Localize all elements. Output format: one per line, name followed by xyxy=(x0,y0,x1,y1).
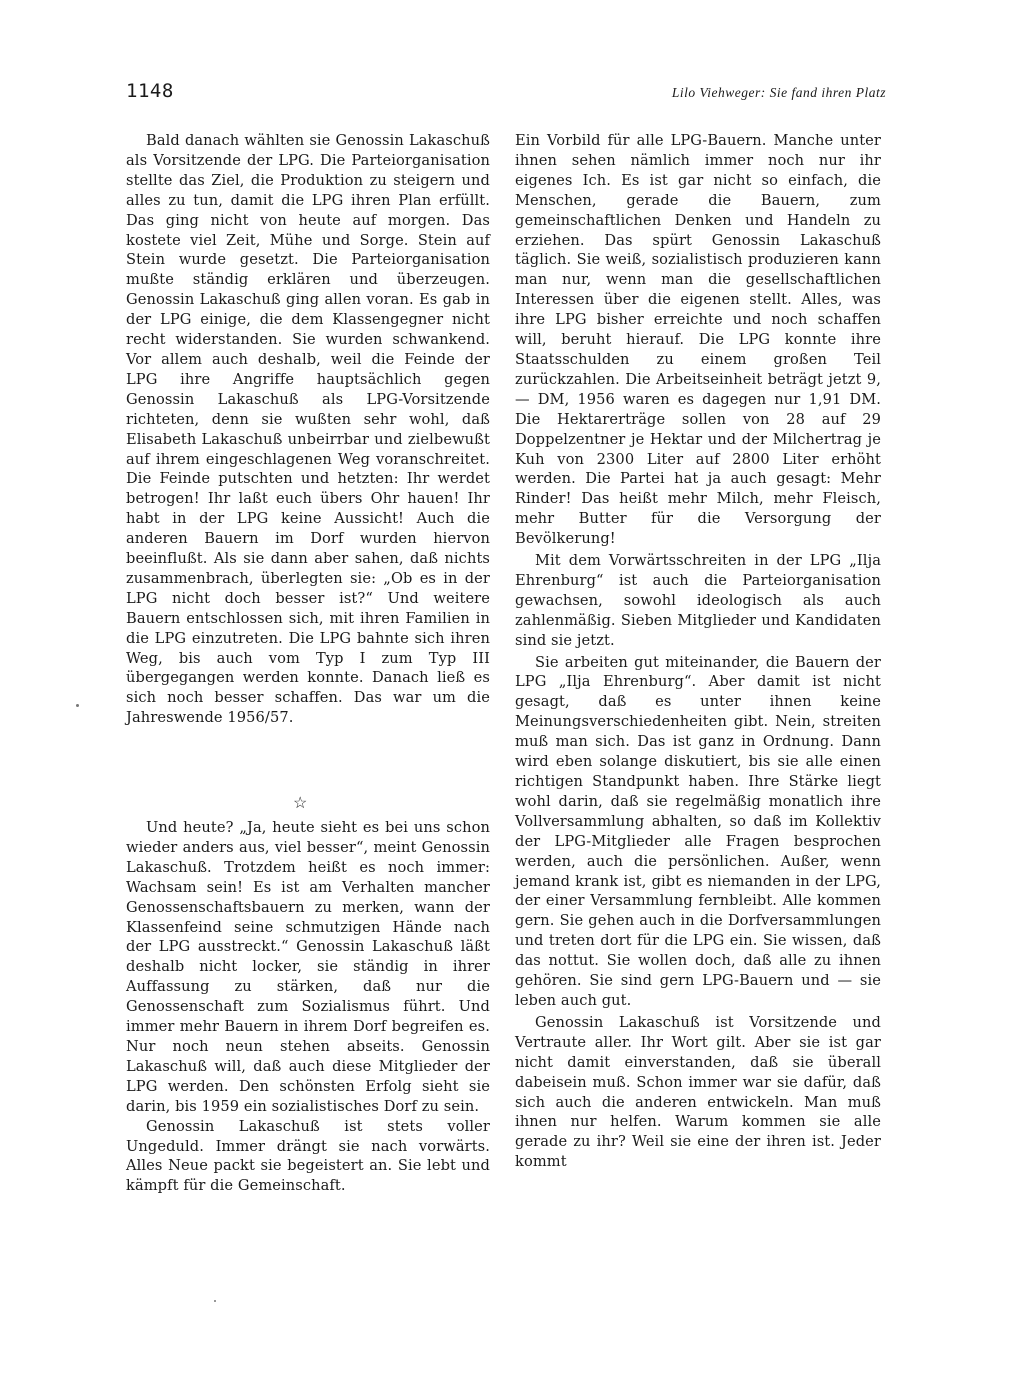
running-head: Lilo Viehweger: Sie fand ihren Platz xyxy=(671,85,886,100)
right-column xyxy=(515,131,881,1172)
left-paragraph-2: Und heute? „Ja, heute sieht es bei uns schon wieder anders aus, viel besser“, meint Genossin Lakaschuß. Trotzdem heißt es noch immer: Wachsam sein! Es ist am Verhalten mancher Genossenschaftsbauern zu merken, wann der Klassenfeind seine schmutzigen Hände nach der LPG ausstreckt.“ Genossin Lakaschuß läßt deshalb nicht locker, sie ständig in ihrer Auffassung zu stärken, daß nur die Genossenschaft zum Sozialismus führt. Und immer mehr Bauern in ihrem Dorf begreifen es. Nur noch neun stehen abseits. Genossin Lakaschuß will, daß auch diese Mitglieder der LPG werden. Den schönsten Erfolg sieht sie darin, bis 1959 ein sozialistisches Dorf zu sein. xyxy=(126,819,490,1115)
left-paragraph-3: Genossin Lakaschuß ist stets voller Ungeduld. Immer drängt sie nach vorwärts. Alles Neue packt sie begeistert an. Sie lebt und kämpft für die Gemeinschaft. xyxy=(126,1117,490,1195)
print-speck xyxy=(214,1300,216,1302)
right-paragraph-4: Genossin Lakaschuß ist Vorsitzende und Vertraute aller. Ihr Wort gilt. Aber sie ist gar nicht damit einverstanden, daß sie überall dabeisein muß. Schon immer war sie dafür, daß sich auch die anderen entwickeln. Man muß ihnen nur helfen. Warum kommen sie alle gerade zu ihr? Weil sie eine der ihren ist. Jeder kommt xyxy=(515,1013,881,1171)
page-number: 1148 xyxy=(126,80,174,102)
left-column-continued xyxy=(126,818,490,1196)
page-header xyxy=(126,80,886,106)
section-separator-star: ☆ xyxy=(293,793,308,812)
left-paragraph-1: Bald danach wählten sie Genossin Lakaschuß als Vorsitzende der LPG. Die Parteiorganisation stellte das Ziel, die Produktion zu steigern und alles zu tun, damit die LPG ihren Plan erfüllt. Das ging nicht von heute auf morgen. Das kostete viel Zeit, Mühe und Sorge. Stein auf Stein wurde gesetzt. Die Parteiorganisation mußte ständig erklären und überzeugen. Genossin Lakaschuß ging allen voran. Es gab in der LPG einige, die dem Klassengegner nicht recht widerstanden. Sie wurden schwankend. Vor allem auch deshalb, weil die Feinde der LPG ihre Angriffe hauptsächlich gegen Genossin Lakaschuß als LPG-Vorsitzende richteten, denn sie wußten sehr wohl, daß Elisabeth Lakaschuß unbeirrbar und zielbewußt auf ihrem eingeschlagenen Weg voranschreitet. Die Feinde putschten und hetzten: Ihr werdet betrogen! Ihr laßt euch übers Ohr hauen! Ihr habt in der LPG keine Aussicht! Auch die anderen Bauern im Dorf wurden hiervon beeinflußt. Als sie dann aber sahen, daß nichts zusammenbrach, überlegten sie: „Ob es in der LPG nicht doch besser ist?“ Und weitere Bauern entschlossen sich, mit ihren Familien in die LPG einzutreten. Die LPG bahnte sich ihren Weg, bis auch vom Typ I zum Typ III übergegangen werden konnte. Danach ließ es sich noch besser schaffen. Das war um die Jahreswende 1956/57. xyxy=(126,132,490,727)
print-speck xyxy=(76,704,79,707)
right-paragraph-3: Sie arbeiten gut miteinander, die Bauern der LPG „Ilja Ehrenburg“. Aber damit ist nicht gesagt, daß es unter ihnen keine Meinungsverschiedenheiten gibt. Nein, streiten muß man sich. Das ist ganz in Ordnung. Dann wird eben solange diskutiert, bis sie alle einen richtigen Standpunkt haben. Ihre Stärke liegt wohl darin, daß sie regelmäßig monatlich ihre Vollversammlung abhalten, so daß im Kollektiv der LPG-Mitglieder alle Fragen besprochen werden, auch die persönlichen. Außer, wenn jemand krank ist, gibt es niemanden in der LPG, der einer Versammlung fernbleibt. Alle kommen gern. Sie gehen auch in die Dorfversammlungen und treten dort für die LPG ein. Sie wissen, daß das nottut. Sie wollen doch, daß alle zu ihnen gehören. Sie sind gern LPG-Bauern und — sie leben auch gut. xyxy=(515,653,881,1009)
left-column xyxy=(126,131,490,728)
right-paragraph-2: Mit dem Vorwärtsschreiten in der LPG „Ilja Ehrenburg“ ist auch die Parteiorganisation gewachsen, sowohl ideologisch als auch zahlenmäßig. Sieben Mitglieder und Kandidaten sind sie jetzt. xyxy=(515,552,881,649)
right-paragraph-1: Ein Vorbild für alle LPG-Bauern. Manche unter ihnen sehen nämlich immer noch nur ihr eigenes Ich. Es ist gar nicht so einfach, die Menschen, gerade die Bauern, zum gemeinschaftlichen Denken und Handeln zu erziehen. Das spürt Genossin Lakaschuß täglich. Sie weiß, sozialistisch produzieren kann man nur, wenn man die gesellschaftlichen Interessen über die eigenen stellt. Alles, was ihre LPG bisher erreichte und noch schaffen will, beruht hierauf. Die LPG konnte ihre Staatsschulden zu einem großen Teil zurückzahlen. Die Arbeitseinheit beträgt jetzt 9,— DM, 1956 waren es dagegen nur 1,91 DM. Die Hektarerträge sollen von 28 auf 29 Doppelzentner je Hektar und der Milchertrag je Kuh von 2300 Liter auf 2800 Liter erhöht werden. Die Partei hat ja auch gesagt: Mehr Rinder! Das heißt mehr Milch, mehr Fleisch, mehr Butter für die Versorgung der Bevölkerung! xyxy=(515,132,881,548)
